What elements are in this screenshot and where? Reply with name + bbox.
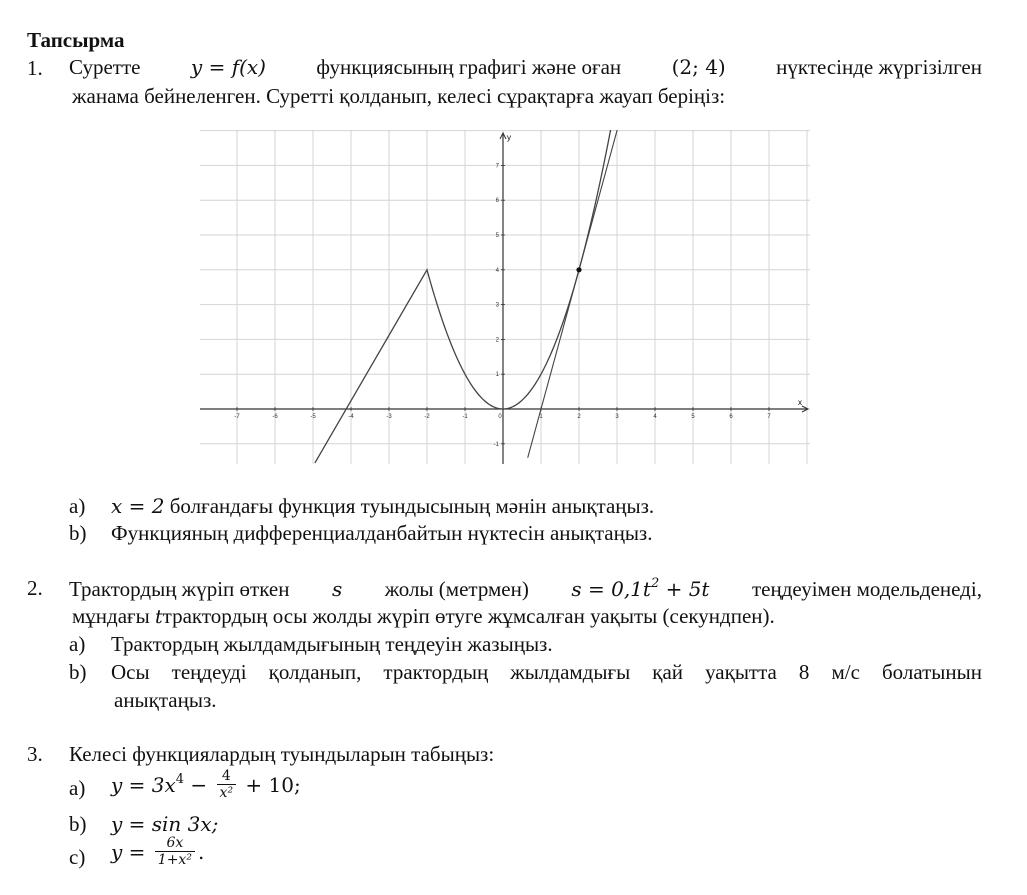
task3-c-fraction-denominator: 1+x² <box>155 851 195 868</box>
y-tick-label: 4 <box>495 267 499 274</box>
task1-a-question <box>111 494 654 519</box>
task3-a-label: a) <box>69 776 86 800</box>
task2-eq-exponent: 2 <box>650 576 660 591</box>
task1-b-text: Функцияның дифференциалданбайтын нүктесін анықтаңыз. <box>111 521 653 545</box>
graph-grid <box>200 130 810 464</box>
task1-text-3: нүктесінде жүргізілген <box>776 55 982 79</box>
x-tick-label: -4 <box>348 414 354 420</box>
function-curve <box>315 130 619 463</box>
x-tick-label: -2 <box>424 414 430 420</box>
task3-a-exponent: 4 <box>175 772 185 787</box>
tangent-point <box>576 267 581 272</box>
x-tick-label: 1 <box>539 414 543 420</box>
task2-line1 <box>69 576 982 602</box>
task2-number: 2. <box>27 576 43 600</box>
y-tick-label: 6 <box>495 198 499 205</box>
task2-text-2: жолы (метрмен) <box>384 577 529 601</box>
x-tick-label: -6 <box>272 414 278 420</box>
x-tick-label: 5 <box>691 414 695 420</box>
task2-b-line1: Осы теңдеуді қолданып, трактордың жылдамдығы қай уақытта 8 м/с болатынын <box>111 660 982 684</box>
task2-equation <box>571 576 709 601</box>
task1-function-eq: y = f(x) <box>190 55 266 79</box>
y-axis-label: y <box>507 133 511 142</box>
task3-text: Келесі функциялардың туындыларын табыңыз: <box>69 742 495 766</box>
x-tick-label: 0 <box>498 414 502 420</box>
y-tick-label: 5 <box>495 233 499 239</box>
x-tick-label: -3 <box>386 414 392 420</box>
x-tick-label: 6 <box>729 414 733 420</box>
task2-eq-rhs: + 5t <box>659 577 710 601</box>
task3-c-lhs: y = <box>111 840 152 864</box>
task1-text-1: Суретте <box>69 55 141 79</box>
task1-point: (2; 4) <box>671 55 726 79</box>
graph-axes <box>200 133 808 464</box>
y-tick-label: 2 <box>495 337 499 344</box>
task1-line1 <box>69 55 982 80</box>
x-tick-label: 7 <box>767 414 771 420</box>
function-graph <box>200 130 810 464</box>
x-tick-label: -1 <box>462 414 468 420</box>
task1-a-label: a) <box>69 494 86 518</box>
task3-b-equation: y = sin 3x; <box>111 812 219 836</box>
x-tick-label: -7 <box>234 414 240 420</box>
task1-number: 1. <box>27 56 43 80</box>
task2-text-1: Трактордың жүріп өткен <box>69 577 290 601</box>
task2-text-3: теңдеуімен модельденеді, <box>751 577 982 601</box>
task3-a-lhs: y = 3x <box>111 773 176 797</box>
task1-text-2: функциясының графигі және оған <box>316 55 622 79</box>
y-tick-label: -1 <box>493 441 499 448</box>
task2-b-label: b) <box>69 660 87 684</box>
task3-a-equation <box>111 770 301 803</box>
task2-var-s: s <box>331 577 343 601</box>
x-axis-label: x <box>798 398 802 407</box>
task2-line2-text-1: мұндағы <box>72 604 150 628</box>
task3-number: 3. <box>27 742 43 766</box>
task2-line2-text-2: трактордың осы жолды жүріп өтуге жұмсалған уақыты (секундпен). <box>162 604 775 628</box>
x-tick-label: 4 <box>653 414 657 420</box>
task1-a-text: болғандағы функция туындысының мәнін анықтаңыз. <box>169 494 655 518</box>
page-title: Тапсырма <box>27 28 125 52</box>
task2-var-t: t <box>155 606 163 628</box>
task1-line2: жанама бейнеленген. Суретті қолданып, келесі сұрақтарға жауап беріңіз: <box>72 84 726 108</box>
task3-a-minus: − <box>184 773 214 797</box>
y-tick-label: 1 <box>495 372 499 379</box>
task3-c-fraction-numerator: 6x <box>166 835 184 851</box>
task2-b-line2: анықтаңыз. <box>114 688 217 712</box>
task3-a-rhs: + 10; <box>239 773 301 797</box>
task3-a-fraction-numerator: 4 <box>221 768 231 784</box>
task1-b-label: b) <box>69 521 87 545</box>
task3-c-equation <box>111 837 204 870</box>
task1-a-eq: x = 2 <box>111 494 165 518</box>
task2-line2 <box>72 604 775 629</box>
task2-a-label: a) <box>69 632 86 656</box>
x-tick-label: -5 <box>310 414 316 420</box>
task3-c-end: . <box>197 840 205 864</box>
x-tick-label: 2 <box>577 414 581 420</box>
task2-a-text: Трактордың жылдамдығының теңдеуін жазыңыз. <box>111 632 553 656</box>
task3-b-label: b) <box>69 812 87 836</box>
task2-eq-lhs: s = 0,1t <box>571 577 651 601</box>
task3-c-label: c) <box>69 845 86 869</box>
y-tick-label: 7 <box>495 163 499 170</box>
y-tick-label: 3 <box>495 302 499 309</box>
x-tick-label: 3 <box>615 414 619 420</box>
task3-a-fraction-denominator: x² <box>217 784 237 801</box>
